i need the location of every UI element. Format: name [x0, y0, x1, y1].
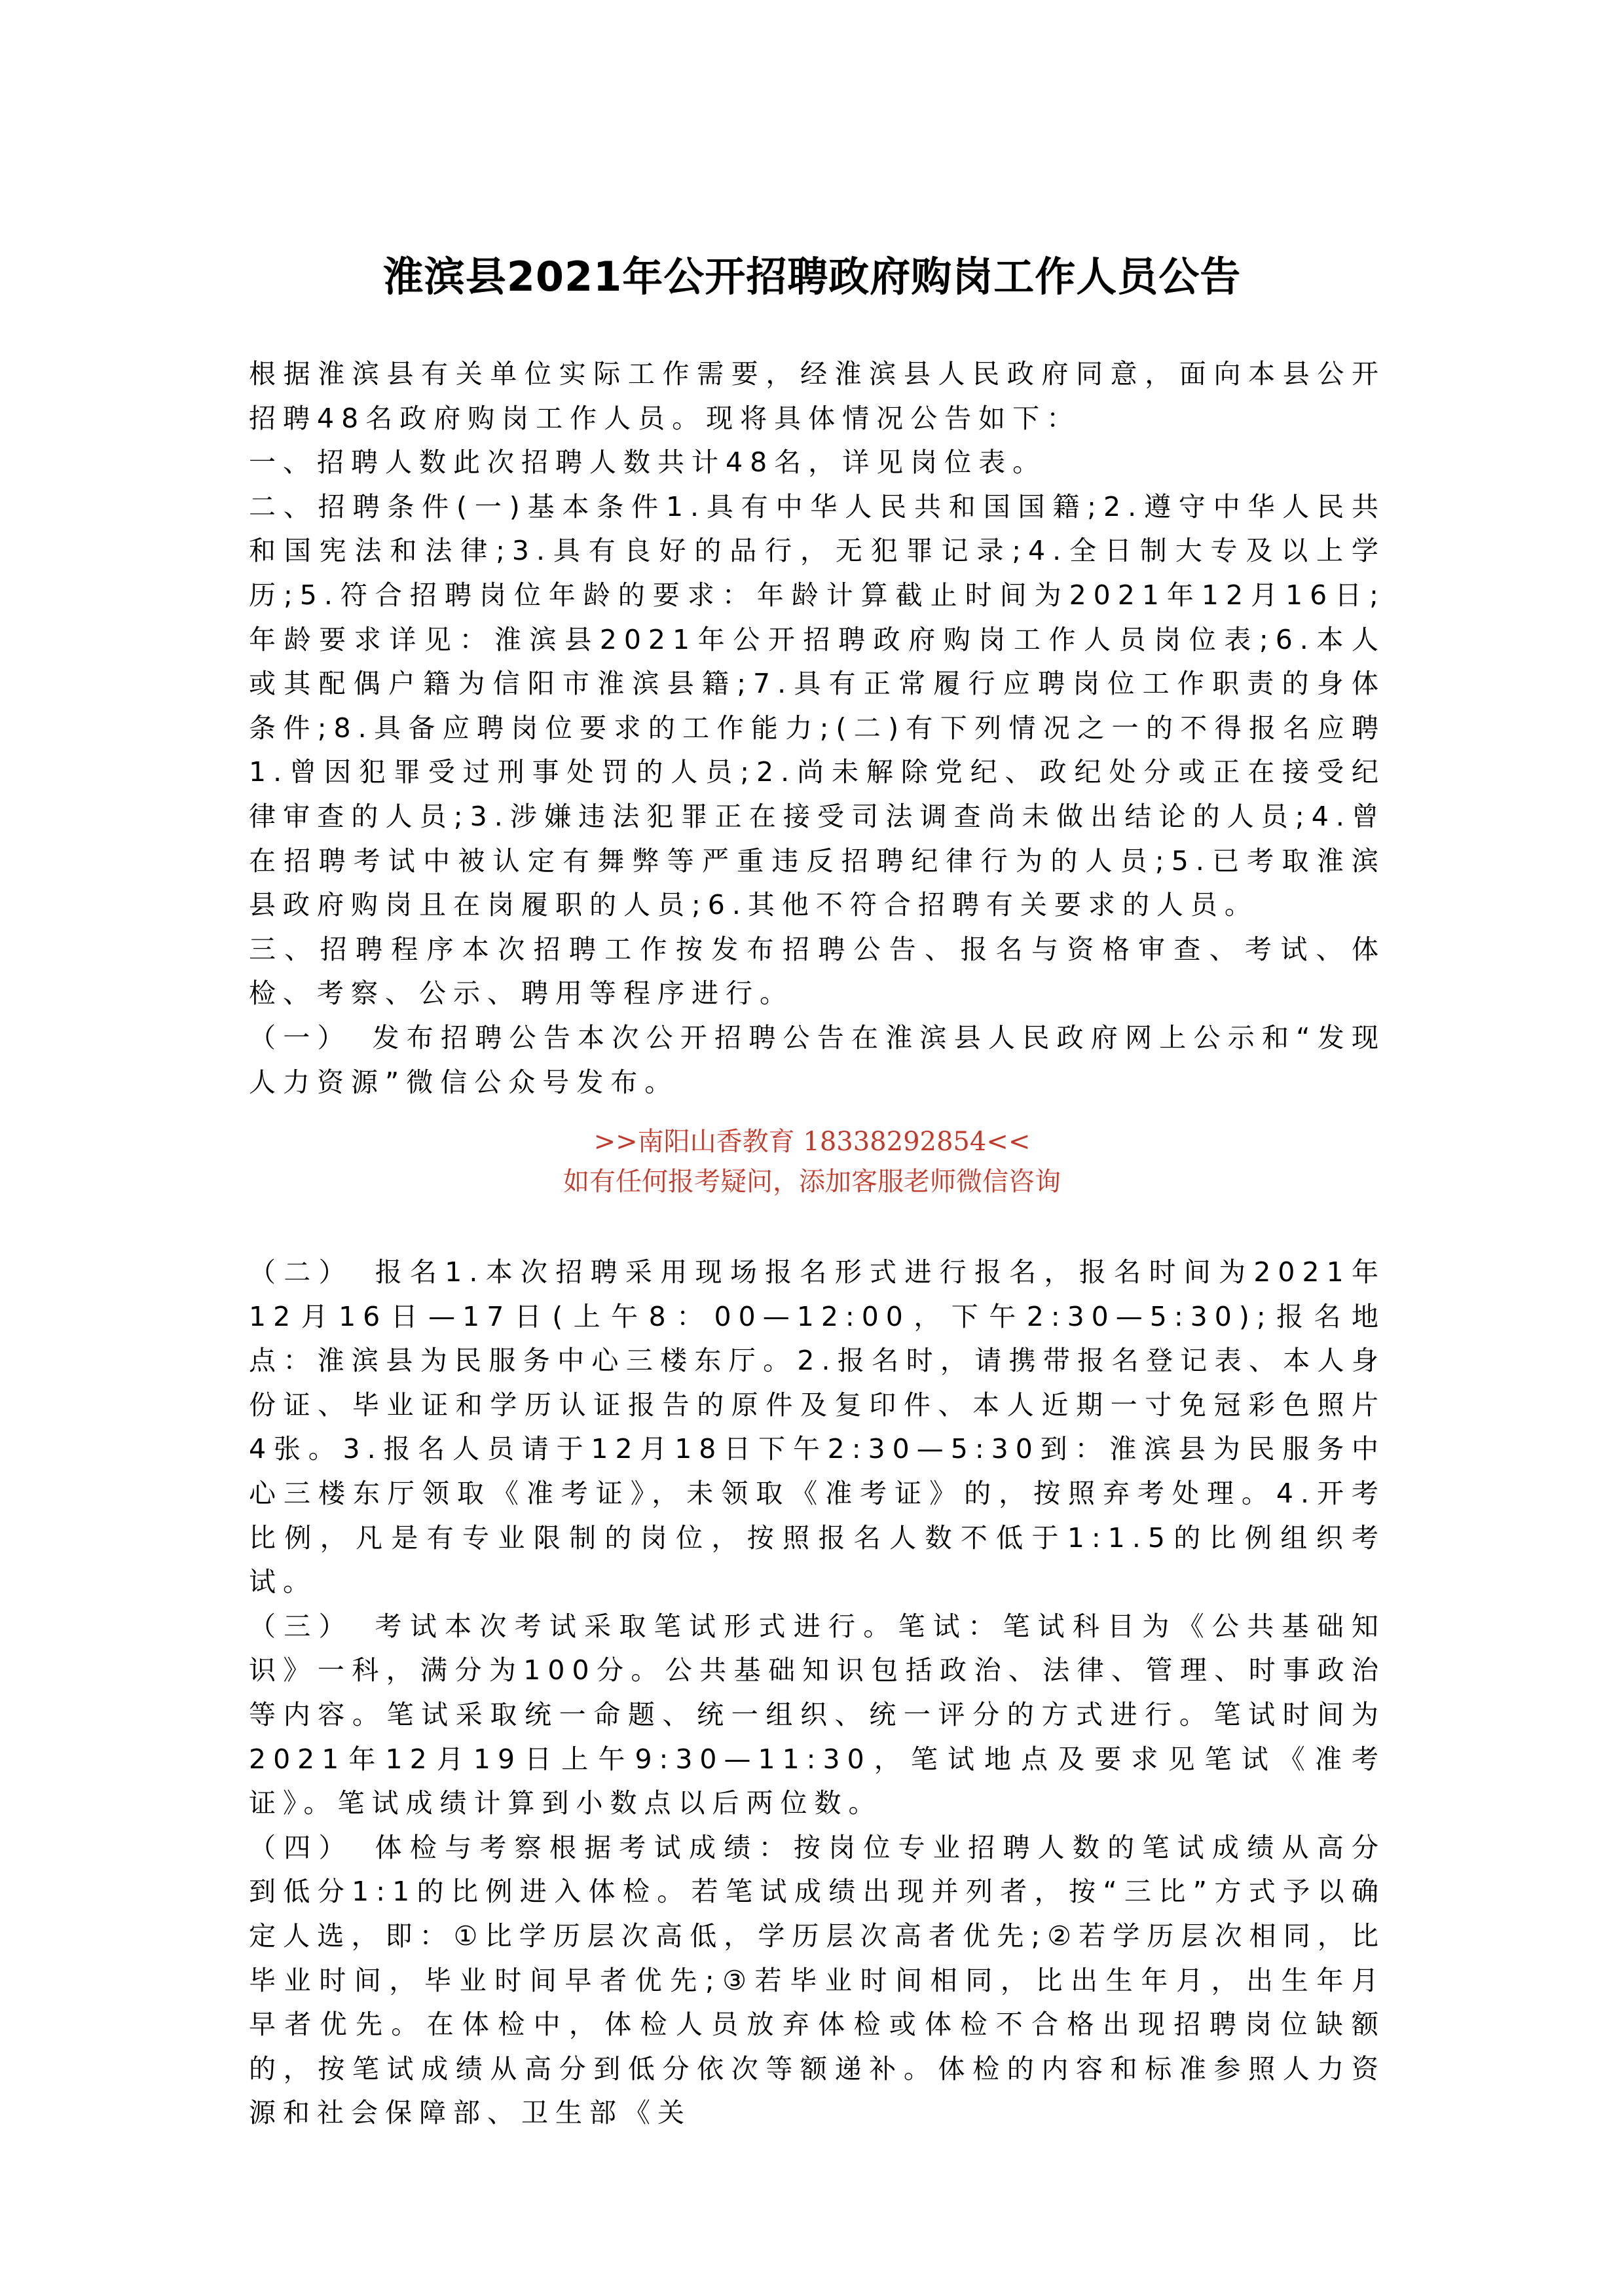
body-section-2	[249, 1250, 1386, 2136]
registration-paragraph: （二） 报名1.本次招聘采用现场报名形式进行报名，报名时间为2021年12月16日—17日(上午8：00—12:00，下午2:30—5:30);报名地点：淮滨县为民服务中心三楼东厅。2.报名时，请携带报名登记表、本人身份证、毕业证和学历认证报告的原件及复印件、本人近期一寸免冠彩色照片4张。3.报名人员请于12月18日下午2:30—5:30到：淮滨县为民服务中心三楼东厅领取《准考证》，未领取《准考证》的，按照弃考处理。4.开考比例，凡是有专业限制的岗位，按照报名人数不低于1:1.5的比例组织考试。	[249, 1256, 1386, 1598]
recruitment-count-paragraph: 一、招聘人数此次招聘人数共计48名，详见岗位表。	[249, 446, 1047, 479]
body-section-1	[249, 352, 1386, 1104]
recruitment-conditions-paragraph: 二、招聘条件(一)基本条件1.具有中华人民共和国国籍;2.遵守中华人民共和国宪法和法律;3.具有良好的品行，无犯罪记录;4.全日制大专及以上学历;5.符合招聘岗位年龄的要求：年龄计算截止时间为2021年12月16日;年龄要求详见：淮滨县2021年公开招聘政府购岗工作人员岗位表;6.本人或其配偶户籍为信阳市淮滨县籍;7.具有正常履行应聘岗位工作职责的身体条件;8.具备应聘岗位要求的工作能力;(二)有下列情况之一的不得报名应聘1.曾因犯罪受过刑事处罚的人员;2.尚未解除党纪、政纪处分或正在接受纪律审查的人员;3.涉嫌违法犯罪正在接受司法调查尚未做出结论的人员;4.曾在招聘考试中被认定有舞弊等严重违反招聘纪律行为的人员;5.已考取淮滨县政府购岗且在岗履职的人员;6.其他不符合招聘有关要求的人员。	[249, 490, 1386, 921]
document-title: 淮滨县2021年公开招聘政府购岗工作人员公告	[382, 253, 1242, 301]
exam-paragraph: （三） 考试本次考试采取笔试形式进行。笔试：笔试科目为《公共基础知识》一科，满分为100分。公共基础知识包括政治、法律、管理、时事政治等内容。笔试采取统一命题、统一组织、统一评分的方式进行。笔试时间为2021年12月19日上午9:30—11:30，笔试地点及要求见笔试《准考证》。笔试成绩计算到小数点以后两位数。	[249, 1610, 1386, 1819]
intro-paragraph: 根据淮滨县有关单位实际工作需要，经淮滨县人民政府同意，面向本县公开招聘48名政府购岗工作人员。现将具体情况公告如下：	[249, 358, 1386, 434]
promo-consult-line: 如有任何报考疑问，添加客服老师微信咨询	[563, 1167, 1061, 1197]
promo-contact-line: >>南阳山香教育 18338292854<<	[593, 1127, 1031, 1157]
recruitment-procedure-paragraph: 三、招聘程序本次招聘工作按发布招聘公告、报名与资格审查、考试、体检、考察、公示、聘用等程序进行。	[249, 933, 1386, 1010]
publish-announcement-paragraph: （一） 发布招聘公告本次公开招聘公告在淮滨县人民政府网上公示和“发现人力资源”微信公众号发布。	[249, 1021, 1386, 1098]
physical-exam-paragraph: （四） 体检与考察根据考试成绩：按岗位专业招聘人数的笔试成绩从高分到低分1:1的比例进入体检。若笔试成绩出现并列者，按“三比”方式予以确定人选，即：①比学历层次高低，学历层次高者优先;②若学历层次相同，比毕业时间，毕业时间早者优先;③若毕业时间相同，比出生年月，出生年月早者优先。在体检中，体检人员放弃体检或体检不合格出现招聘岗位缺额的，按笔试成绩从高分到低分依次等额递补。体检的内容和标准参照人力资源和社会保障部、卫生部《关	[249, 1831, 1386, 2129]
